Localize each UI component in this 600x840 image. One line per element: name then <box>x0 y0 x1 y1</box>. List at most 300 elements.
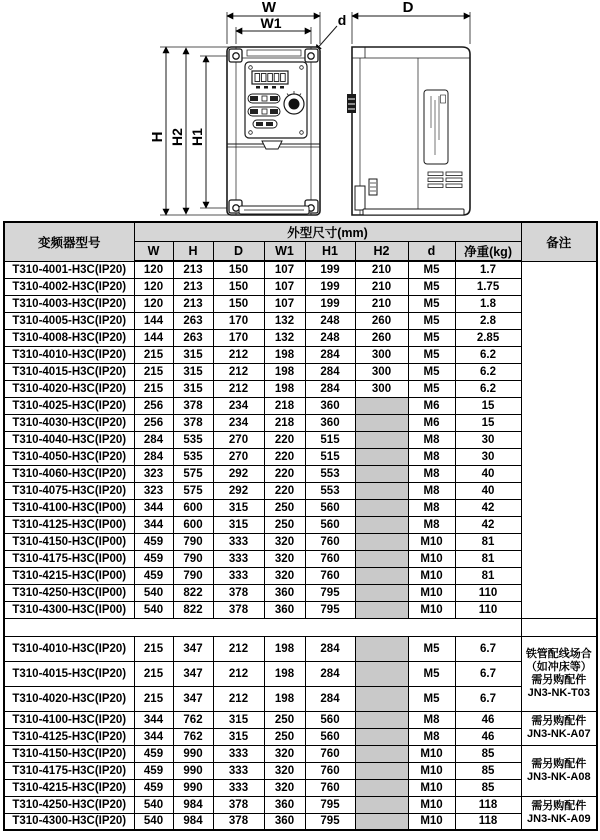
cell-model: T310-4005-H3C(IP20) <box>4 312 134 329</box>
cell-h1: 560 <box>305 516 355 533</box>
cell-model: T310-4100-H3C(IP00) <box>4 499 134 516</box>
cell-d: 333 <box>213 533 264 550</box>
cell-h: 984 <box>173 796 213 813</box>
cell-weight: 85 <box>455 779 521 796</box>
cell-w1: 250 <box>264 516 305 533</box>
cell-model: T310-4050-H3C(IP20) <box>4 448 134 465</box>
cell-h2: 210 <box>355 295 408 312</box>
cell-h: 535 <box>173 448 213 465</box>
cell-w1: 220 <box>264 448 305 465</box>
cell-d: 315 <box>213 711 264 728</box>
cell-model: T310-4150-H3C(IP00) <box>4 533 134 550</box>
cell-h: 378 <box>173 397 213 414</box>
cell-h2 <box>355 584 408 601</box>
cell-w1: 198 <box>264 686 305 711</box>
cell-w1: 320 <box>264 550 305 567</box>
table-row <box>4 533 597 550</box>
cell-h: 990 <box>173 762 213 779</box>
cell-d: 333 <box>213 779 264 796</box>
cell-screw: M10 <box>408 762 455 779</box>
dim-label-w1: W1 <box>260 15 282 31</box>
dim-label-depth: D <box>402 0 414 16</box>
cell-weight: 6.7 <box>455 686 521 711</box>
remark-line: 铁管配线场合 <box>525 647 592 660</box>
cell-h2 <box>355 397 408 414</box>
dimension-drawing <box>0 0 600 221</box>
cell-h1: 199 <box>305 261 355 278</box>
cell-screw: M10 <box>408 779 455 796</box>
cell-weight: 46 <box>455 711 521 728</box>
cell-w1: 360 <box>264 796 305 813</box>
table-row <box>4 363 597 380</box>
cell-model: T310-4175-H3C(IP00) <box>4 550 134 567</box>
cell-h1: 760 <box>305 762 355 779</box>
cell-h2: 210 <box>355 261 408 278</box>
cell-screw: M5 <box>408 636 455 661</box>
cell-h: 347 <box>173 686 213 711</box>
cell-h1: 284 <box>305 363 355 380</box>
cell-model: T310-4002-H3C(IP20) <box>4 278 134 295</box>
cell-w: 215 <box>134 661 173 686</box>
cell-d: 234 <box>213 414 264 431</box>
cell-d: 212 <box>213 636 264 661</box>
cell-screw: M5 <box>408 380 455 397</box>
cell-model: T310-4020-H3C(IP20) <box>4 380 134 397</box>
cell-h: 535 <box>173 431 213 448</box>
table-row <box>4 499 597 516</box>
cell-w1: 360 <box>264 813 305 830</box>
cell-weight: 42 <box>455 516 521 533</box>
cell-w: 284 <box>134 431 173 448</box>
cell-h2 <box>355 796 408 813</box>
cell-d: 378 <box>213 813 264 830</box>
cell-model: T310-4250-H3C(IP00) <box>4 584 134 601</box>
cell-h2 <box>355 813 408 830</box>
cell-d: 315 <box>213 499 264 516</box>
cell-d: 378 <box>213 601 264 618</box>
cell-w: 344 <box>134 516 173 533</box>
col-header-d: D <box>213 242 264 262</box>
cell-screw: M6 <box>408 414 455 431</box>
cell-screw: M5 <box>408 363 455 380</box>
cell-screw: M8 <box>408 711 455 728</box>
front-view-drawing <box>160 12 337 215</box>
cell-w: 215 <box>134 363 173 380</box>
cell-h1: 284 <box>305 686 355 711</box>
cell-model: T310-4003-H3C(IP20) <box>4 295 134 312</box>
cell-screw: M10 <box>408 584 455 601</box>
cell-screw: M5 <box>408 686 455 711</box>
table-row <box>4 516 597 533</box>
cell-weight: 2.8 <box>455 312 521 329</box>
remark-line: JN3-NK-A08 <box>527 770 591 783</box>
cell-h: 600 <box>173 516 213 533</box>
cell-h: 990 <box>173 779 213 796</box>
cell-w: 256 <box>134 414 173 431</box>
cell-h2 <box>355 745 408 762</box>
col-header-weight: 净重(kg) <box>455 242 521 262</box>
cell-model: T310-4175-H3C(IP20) <box>4 762 134 779</box>
cell-h1: 795 <box>305 813 355 830</box>
cell-w1: 132 <box>264 329 305 346</box>
cell-h: 822 <box>173 601 213 618</box>
col-header-dims-group: 外型尺寸(mm) <box>134 222 521 242</box>
cell-w1: 320 <box>264 762 305 779</box>
cell-d: 150 <box>213 278 264 295</box>
cell-d: 270 <box>213 431 264 448</box>
dim-label-h1: H1 <box>189 128 205 146</box>
col-header-remark: 备注 <box>521 222 597 261</box>
cell-w1: 360 <box>264 584 305 601</box>
cell-h: 575 <box>173 465 213 482</box>
table-row <box>4 745 597 762</box>
remark-cell <box>521 796 597 830</box>
cell-h: 213 <box>173 261 213 278</box>
cell-d: 170 <box>213 329 264 346</box>
cell-screw: M8 <box>408 728 455 745</box>
cell-h2 <box>355 550 408 567</box>
cell-weight: 110 <box>455 584 521 601</box>
cell-h2 <box>355 414 408 431</box>
cell-w1: 198 <box>264 661 305 686</box>
cell-d: 333 <box>213 567 264 584</box>
col-header-h2: H2 <box>355 242 408 262</box>
cell-model: T310-4020-H3C(IP20) <box>4 686 134 711</box>
cell-h1: 284 <box>305 636 355 661</box>
cell-d: 292 <box>213 465 264 482</box>
cell-h: 762 <box>173 728 213 745</box>
cell-model: T310-4215-H3C(IP00) <box>4 567 134 584</box>
cell-screw: M8 <box>408 499 455 516</box>
cell-weight: 81 <box>455 550 521 567</box>
cell-w1: 220 <box>264 431 305 448</box>
cell-w1: 220 <box>264 482 305 499</box>
cell-h1: 515 <box>305 431 355 448</box>
cell-h: 762 <box>173 711 213 728</box>
cell-h1: 284 <box>305 380 355 397</box>
cell-h1: 795 <box>305 796 355 813</box>
cell-h: 213 <box>173 295 213 312</box>
cell-h2 <box>355 516 408 533</box>
table-row <box>4 397 597 414</box>
cell-w: 323 <box>134 482 173 499</box>
cell-weight: 6.2 <box>455 346 521 363</box>
dimensions-table <box>3 221 598 831</box>
cell-screw: M5 <box>408 278 455 295</box>
cell-weight: 2.85 <box>455 329 521 346</box>
dim-label-h: H <box>149 131 166 143</box>
cell-h2: 300 <box>355 363 408 380</box>
cell-model: T310-4010-H3C(IP20) <box>4 636 134 661</box>
cell-w: 256 <box>134 397 173 414</box>
cell-h2 <box>355 482 408 499</box>
cell-h1: 360 <box>305 397 355 414</box>
cell-w: 540 <box>134 796 173 813</box>
remark-cell-empty <box>521 261 597 618</box>
cell-h1: 248 <box>305 312 355 329</box>
cell-model: T310-4015-H3C(IP20) <box>4 661 134 686</box>
table-row <box>4 584 597 601</box>
cell-h1: 760 <box>305 567 355 584</box>
cell-model: T310-4300-H3C(IP20) <box>4 813 134 830</box>
cell-screw: M8 <box>408 465 455 482</box>
cell-h1: 553 <box>305 465 355 482</box>
cell-d: 212 <box>213 363 264 380</box>
col-header-dhole: d <box>408 242 455 262</box>
cell-weight: 40 <box>455 465 521 482</box>
cell-h2 <box>355 711 408 728</box>
cell-h1: 560 <box>305 711 355 728</box>
cell-w: 215 <box>134 380 173 397</box>
cell-d: 378 <box>213 584 264 601</box>
dim-label-d-hole: d <box>337 12 347 28</box>
cell-h2 <box>355 499 408 516</box>
cell-h2 <box>355 779 408 796</box>
col-header-w: W <box>134 242 173 262</box>
cell-weight: 6.7 <box>455 661 521 686</box>
cell-weight: 110 <box>455 601 521 618</box>
cell-model: T310-4100-H3C(IP20) <box>4 711 134 728</box>
remark-line: JN3-NK-A07 <box>527 728 591 740</box>
cell-d: 212 <box>213 380 264 397</box>
spacer-cell <box>4 618 521 636</box>
cell-w: 344 <box>134 711 173 728</box>
cell-model: T310-4150-H3C(IP20) <box>4 745 134 762</box>
cell-h: 790 <box>173 533 213 550</box>
cell-h2: 260 <box>355 329 408 346</box>
cell-weight: 15 <box>455 397 521 414</box>
cell-model: T310-4030-H3C(IP20) <box>4 414 134 431</box>
cell-weight: 30 <box>455 431 521 448</box>
cell-h1: 760 <box>305 779 355 796</box>
cell-weight: 1.8 <box>455 295 521 312</box>
cell-weight: 81 <box>455 567 521 584</box>
cell-model: T310-4300-H3C(IP00) <box>4 601 134 618</box>
cell-h1: 560 <box>305 728 355 745</box>
cell-w1: 220 <box>264 465 305 482</box>
table-row <box>4 295 597 312</box>
cell-d: 212 <box>213 661 264 686</box>
cell-w: 215 <box>134 686 173 711</box>
cell-w: 459 <box>134 762 173 779</box>
side-view-drawing <box>347 12 470 215</box>
cell-weight: 40 <box>455 482 521 499</box>
cell-screw: M8 <box>408 482 455 499</box>
table-row <box>4 728 597 745</box>
cell-h2 <box>355 601 408 618</box>
cell-w: 215 <box>134 346 173 363</box>
cell-screw: M8 <box>408 431 455 448</box>
cell-h: 790 <box>173 550 213 567</box>
cell-screw: M5 <box>408 346 455 363</box>
cell-screw: M6 <box>408 397 455 414</box>
table-row <box>4 312 597 329</box>
spacer-row <box>4 618 597 636</box>
table-row <box>4 329 597 346</box>
cell-model: T310-4250-H3C(IP20) <box>4 796 134 813</box>
nameplate <box>424 90 448 164</box>
cell-d: 315 <box>213 516 264 533</box>
table-row <box>4 448 597 465</box>
cell-h: 315 <box>173 346 213 363</box>
cell-h1: 199 <box>305 295 355 312</box>
cell-h2: 260 <box>355 312 408 329</box>
table-row <box>4 261 597 278</box>
cell-h1: 760 <box>305 550 355 567</box>
cell-h: 315 <box>173 380 213 397</box>
remark-line: JN3-NK-A09 <box>527 812 591 825</box>
cell-weight: 81 <box>455 533 521 550</box>
cell-d: 315 <box>213 728 264 745</box>
table-row <box>4 346 597 363</box>
cell-h1: 560 <box>305 499 355 516</box>
cell-w1: 360 <box>264 601 305 618</box>
table-row <box>4 779 597 796</box>
cell-h1: 760 <box>305 745 355 762</box>
cell-d: 333 <box>213 762 264 779</box>
table-row <box>4 711 597 728</box>
cell-model: T310-4125-H3C(IP20) <box>4 728 134 745</box>
cell-weight: 15 <box>455 414 521 431</box>
cell-w1: 107 <box>264 278 305 295</box>
cell-weight: 85 <box>455 745 521 762</box>
cell-screw: M5 <box>408 661 455 686</box>
cell-w: 459 <box>134 745 173 762</box>
cell-screw: M10 <box>408 567 455 584</box>
cell-h: 213 <box>173 278 213 295</box>
table-row <box>4 380 597 397</box>
cell-d: 170 <box>213 312 264 329</box>
cell-h: 347 <box>173 636 213 661</box>
cell-h2: 300 <box>355 380 408 397</box>
cell-h2 <box>355 567 408 584</box>
table-row <box>4 550 597 567</box>
remark-line: 需另购配件 <box>531 757 587 770</box>
cell-model: T310-4001-H3C(IP20) <box>4 261 134 278</box>
cell-h2: 210 <box>355 278 408 295</box>
cell-model: T310-4125-H3C(IP00) <box>4 516 134 533</box>
remark-line: JN3-NK-T03 <box>527 686 590 699</box>
table-row <box>4 686 597 711</box>
cell-h: 575 <box>173 482 213 499</box>
cell-model: T310-4015-H3C(IP20) <box>4 363 134 380</box>
cell-screw: M10 <box>408 533 455 550</box>
cell-h1: 795 <box>305 584 355 601</box>
cell-model: T310-4025-H3C(IP20) <box>4 397 134 414</box>
cell-h2 <box>355 636 408 661</box>
cell-model: T310-4215-H3C(IP20) <box>4 779 134 796</box>
remark-cell <box>521 636 597 711</box>
cell-w1: 250 <box>264 728 305 745</box>
cell-weight: 1.75 <box>455 278 521 295</box>
cell-h: 990 <box>173 745 213 762</box>
cell-screw: M10 <box>408 745 455 762</box>
cell-model: T310-4010-H3C(IP20) <box>4 346 134 363</box>
cell-w: 459 <box>134 779 173 796</box>
cell-screw: M10 <box>408 796 455 813</box>
cell-screw: M10 <box>408 813 455 830</box>
cell-screw: M5 <box>408 312 455 329</box>
cell-w: 459 <box>134 567 173 584</box>
cell-h1: 248 <box>305 329 355 346</box>
cell-h1: 199 <box>305 278 355 295</box>
cell-w1: 107 <box>264 295 305 312</box>
cell-w: 144 <box>134 329 173 346</box>
cell-w1: 198 <box>264 363 305 380</box>
cell-model: T310-4075-H3C(IP20) <box>4 482 134 499</box>
col-header-w1: W1 <box>264 242 305 262</box>
cell-w: 540 <box>134 813 173 830</box>
cell-w1: 218 <box>264 397 305 414</box>
table-row <box>4 796 597 813</box>
cell-h1: 553 <box>305 482 355 499</box>
table-row <box>4 278 597 295</box>
table-row <box>4 431 597 448</box>
cell-h: 600 <box>173 499 213 516</box>
cell-w: 323 <box>134 465 173 482</box>
cell-w1: 198 <box>264 346 305 363</box>
cell-w: 540 <box>134 584 173 601</box>
cell-w1: 250 <box>264 711 305 728</box>
cell-d: 333 <box>213 550 264 567</box>
remark-cell <box>521 711 597 745</box>
cell-screw: M5 <box>408 295 455 312</box>
cell-h: 378 <box>173 414 213 431</box>
cell-h2 <box>355 762 408 779</box>
spacer-remark-cell <box>521 618 597 636</box>
cell-w: 144 <box>134 312 173 329</box>
cell-w: 344 <box>134 499 173 516</box>
table-row <box>4 813 597 830</box>
table-row <box>4 414 597 431</box>
remark-line: 需另购配件 <box>531 799 587 812</box>
cell-h: 263 <box>173 312 213 329</box>
cell-h: 347 <box>173 661 213 686</box>
col-header-h: H <box>173 242 213 262</box>
cell-screw: M5 <box>408 329 455 346</box>
cell-d: 150 <box>213 261 264 278</box>
cell-h2 <box>355 728 408 745</box>
cell-h: 790 <box>173 567 213 584</box>
table-row <box>4 601 597 618</box>
header-row-group <box>4 222 597 242</box>
cell-h2: 300 <box>355 346 408 363</box>
cell-w1: 107 <box>264 261 305 278</box>
cell-w1: 132 <box>264 312 305 329</box>
cell-weight: 46 <box>455 728 521 745</box>
table-row <box>4 636 597 661</box>
cell-w: 120 <box>134 278 173 295</box>
cell-h2 <box>355 465 408 482</box>
cell-h: 263 <box>173 329 213 346</box>
table-row <box>4 482 597 499</box>
cell-h: 315 <box>173 363 213 380</box>
cell-d: 212 <box>213 686 264 711</box>
cell-weight: 42 <box>455 499 521 516</box>
cell-d: 150 <box>213 295 264 312</box>
cell-screw: M10 <box>408 550 455 567</box>
cell-w1: 320 <box>264 779 305 796</box>
remark-line: （如冲床等） <box>525 660 592 673</box>
cell-h2 <box>355 448 408 465</box>
cell-weight: 118 <box>455 813 521 830</box>
cell-w: 120 <box>134 261 173 278</box>
cell-w1: 320 <box>264 533 305 550</box>
remark-line: 需另购配件 <box>531 715 587 727</box>
cell-w: 120 <box>134 295 173 312</box>
cell-h: 822 <box>173 584 213 601</box>
cell-h2 <box>355 661 408 686</box>
